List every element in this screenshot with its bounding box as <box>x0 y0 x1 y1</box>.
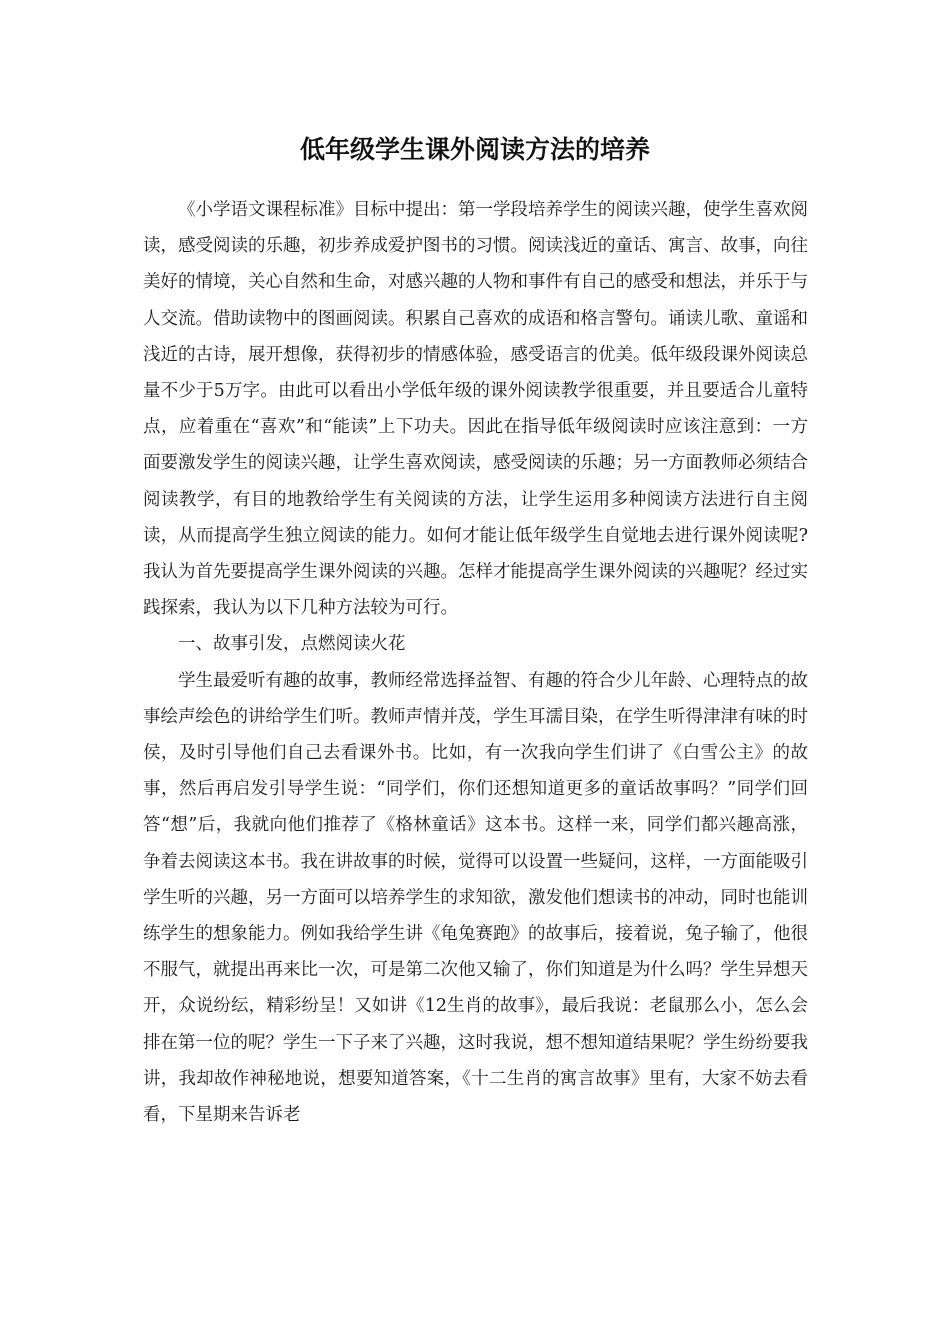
paragraph-intro: 《小学语文课程标准》目标中提出：第一学段培养学生的阅读兴趣，使学生喜欢阅读，感受阅读的乐趣，初步养成爱护图书的习惯。阅读浅近的童话、寓言、故事，向往美好的情境，关心自然和生命，对感兴趣的人物和事件有自己的感受和想法，并乐于与人交流。借助读物中的图画阅读。积累自己喜欢的成语和格言警句。诵读儿歌、童谣和浅近的古诗，展开想像，获得初步的情感体验，感受语言的优美。低年级段课外阅读总量不少于5万字。由此可以看出小学低年级的课外阅读教学很重要，并且要适合儿童特点，应着重在“喜欢”和“能读”上下功夫。因此在指导低年级阅读时应该注意到：一方面要激发学生的阅读兴趣，让学生喜欢阅读，感受阅读的乐趣；另一方面教师必须结合阅读教学，有目的地教给学生有关阅读的方法，让学生运用多种阅读方法进行自主阅读，从而提高学生独立阅读的能力。如何才能让低年级学生自觉地去进行课外阅读呢?我认为首先要提高学生课外阅读的兴趣。怎样才能提高学生课外阅读的兴趣呢？经过实践探索，我认为以下几种方法较为可行。 <box>143 200 808 619</box>
document-title: 低年级学生课外阅读方法的培养 <box>299 135 650 164</box>
document-body <box>143 192 808 1133</box>
paragraph-story: 学生最爱听有趣的故事，教师经常选择益智、有趣的符合少儿年龄、心理特点的故事绘声绘色的讲给学生们听。教师声情并茂，学生耳濡目染，在学生听得津津有味的时侯，及时引导他们自己去看课外书。比如，有一次我向学生们讲了《白雪公主》的故事，然后再启发引导学生说：“同学们，你们还想知道更多的童话故事吗？”同学们回答“想”后，我就向他们推荐了《格林童话》这本书。这样一来，同学们都兴趣高涨，争着去阅读这本书。我在讲故事的时候，觉得可以设置一些疑问，这样，一方面能吸引学生听的兴趣，另一方面可以培养学生的求知欲，激发他们想读书的冲动，同时也能训练学生的想象能力。例如我给学生讲《龟兔赛跑》的故事后，接着说，兔子输了，他很不服气，就提出再来比一次，可是第二次他又输了，你们知道是为什么吗？学生异想天开，众说纷纭，精彩纷呈！又如讲《12生肖的故事》，最后我说：老鼠那么小，怎么会排在第一位的呢？学生一下子来了兴趣，这时我说，想不想知道结果呢？学生纷纷要我讲，我却故作神秘地说，想要知道答案，《十二生肖的寓言故事》里有，大家不妨去看看，下星期来告诉老 <box>143 670 808 1126</box>
section-heading-1: 一、故事引发，点燃阅读火花 <box>178 634 406 655</box>
